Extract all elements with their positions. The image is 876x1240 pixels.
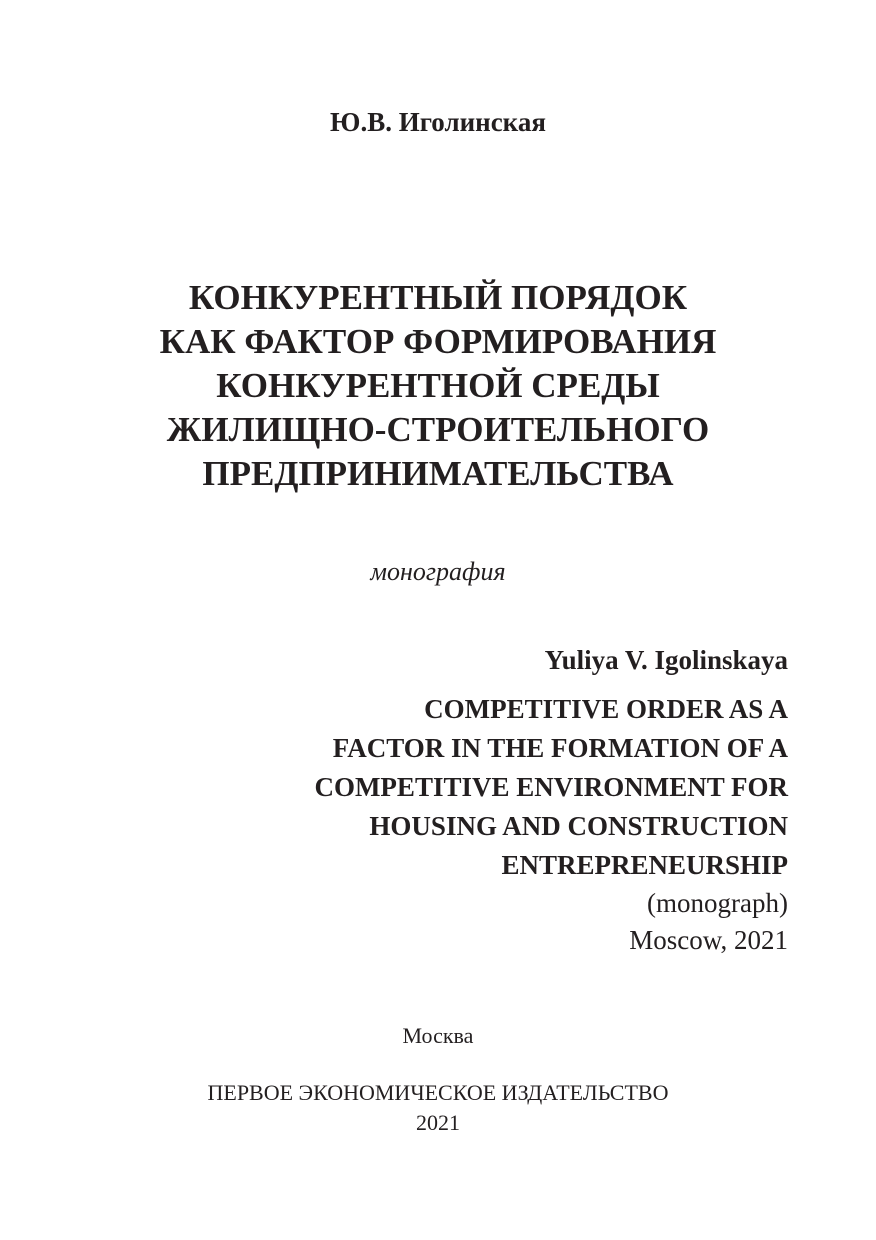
title-line-english: FACTOR IN THE FORMATION OF A <box>332 733 788 763</box>
title-line-english: COMPETITIVE ENVIRONMENT FOR <box>314 772 788 802</box>
imprint-city: Москва <box>402 1023 474 1048</box>
author-name-russian: Ю.В. Иголинская <box>330 107 546 137</box>
imprint <box>0 1021 876 1138</box>
book-title-english <box>228 690 788 885</box>
title-line-english: COMPETITIVE ORDER AS A <box>424 694 788 724</box>
genre-english: (monograph) <box>647 888 788 918</box>
title-line-english: ENTREPRENEURSHIP <box>501 850 788 880</box>
title-line-russian: КОНКУРЕНТНЫЙ ПОРЯДОК <box>188 278 688 317</box>
book-title-russian <box>0 276 876 496</box>
title-line-russian: ЖИЛИЩНО-СТРОИТЕЛЬНОГО <box>166 410 710 449</box>
title-line-russian: КАК ФАКТОР ФОРМИРОВАНИЯ <box>159 322 717 361</box>
title-line-english: HOUSING AND CONSTRUCTION <box>369 811 788 841</box>
city-year-english: Moscow, 2021 <box>629 925 788 955</box>
title-line-russian: ПРЕДПРИНИМАТЕЛЬСТВА <box>202 454 674 493</box>
imprint-year: 2021 <box>416 1110 460 1135</box>
english-title-block <box>228 644 788 959</box>
title-line-russian: КОНКУРЕНТНОЙ СРЕДЫ <box>216 366 660 405</box>
imprint-publisher: ПЕРВОЕ ЭКОНОМИЧЕСКОЕ ИЗДАТЕЛЬСТВО <box>207 1080 669 1105</box>
genre-russian: монография <box>370 557 506 586</box>
author-name-english: Yuliya V. Igolinskaya <box>544 645 788 675</box>
